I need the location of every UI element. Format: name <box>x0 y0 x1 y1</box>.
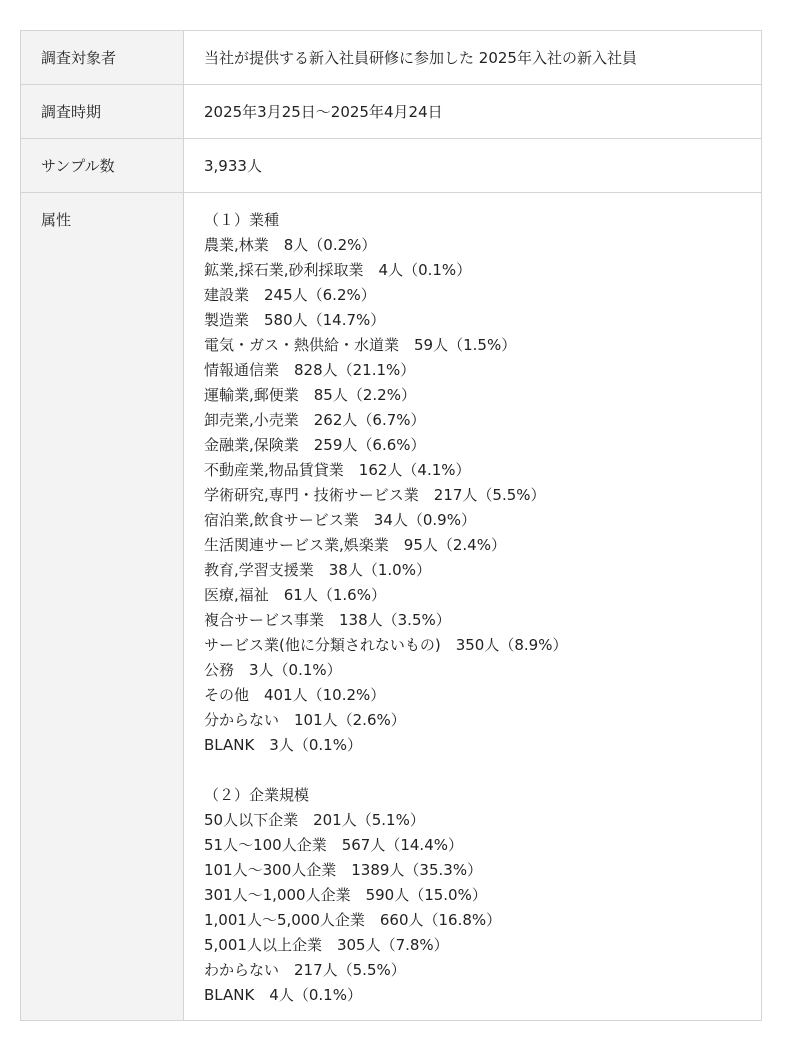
survey-overview-table <box>20 30 762 1021</box>
attributes-value <box>184 193 762 1021</box>
industry-item: 不動産業,物品賃貸業 162人（4.1%） <box>204 461 471 479</box>
company-size-item: 5,001人以上企業 305人（7.8%） <box>204 936 449 954</box>
company-size-item: 50人以下企業 201人（5.1%） <box>204 811 425 829</box>
attributes-row <box>21 193 762 1021</box>
survey-target-row <box>21 31 762 85</box>
company-size-heading: （２）企業規模 <box>204 786 310 804</box>
industry-item: 金融業,保険業 259人（6.6%） <box>204 436 426 454</box>
industry-item: 運輸業,郵便業 85人（2.2%） <box>204 386 416 404</box>
company-size-item: わからない 217人（5.5%） <box>204 961 406 979</box>
industry-item: 建設業 245人（6.2%） <box>204 286 376 304</box>
company-size-item: 301人〜1,000人企業 590人（15.0%） <box>204 886 487 904</box>
survey-period-value: 2025年3月25日〜2025年4月24日 <box>184 85 762 139</box>
industry-item: 学術研究,専門・技術サービス業 217人（5.5%） <box>204 486 546 504</box>
sample-size-value: 3,933人 <box>184 139 762 193</box>
section-spacer <box>204 758 761 783</box>
industry-item: 鉱業,採石業,砂利採取業 4人（0.1%） <box>204 261 472 279</box>
industry-heading: （１）業種 <box>204 211 280 229</box>
industry-item: 生活関連サービス業,娯楽業 95人（2.4%） <box>204 536 506 554</box>
industry-item: 宿泊業,飲食サービス業 34人（0.9%） <box>204 511 476 529</box>
industry-item: 農業,林業 8人（0.2%） <box>204 236 377 254</box>
attributes-label: 属性 <box>41 211 72 229</box>
survey-period-label: 調査時期 <box>21 85 184 139</box>
industry-item: 分からない 101人（2.6%） <box>204 711 406 729</box>
industry-item: 教育,学習支援業 38人（1.0%） <box>204 561 431 579</box>
sample-size-label: サンプル数 <box>21 139 184 193</box>
sample-size-row <box>21 139 762 193</box>
company-size-item: 101人〜300人企業 1389人（35.3%） <box>204 861 483 879</box>
industry-item: 公務 3人（0.1%） <box>204 661 342 679</box>
industry-item: その他 401人（10.2%） <box>204 686 386 704</box>
company-size-item: 51人〜100人企業 567人（14.4%） <box>204 836 463 854</box>
industry-item: サービス業(他に分類されないもの) 350人（8.9%） <box>204 636 568 654</box>
industry-item: 医療,福祉 61人（1.6%） <box>204 586 386 604</box>
survey-period-row <box>21 85 762 139</box>
industry-item: BLANK 3人（0.1%） <box>204 736 362 754</box>
industry-item: 情報通信業 828人（21.1%） <box>204 361 416 379</box>
industry-list <box>204 233 761 758</box>
industry-item: 卸売業,小売業 262人（6.7%） <box>204 411 426 429</box>
industry-item: 製造業 580人（14.7%） <box>204 311 386 329</box>
company-size-item: BLANK 4人（0.1%） <box>204 986 362 1004</box>
company-size-list <box>204 808 761 1008</box>
company-size-item: 1,001人〜5,000人企業 660人（16.8%） <box>204 911 502 929</box>
industry-item: 電気・ガス・熱供給・水道業 59人（1.5%） <box>204 336 517 354</box>
survey-target-label: 調査対象者 <box>21 31 184 85</box>
industry-item: 複合サービス事業 138人（3.5%） <box>204 611 451 629</box>
survey-target-value: 当社が提供する新入社員研修に参加した 2025年入社の新入社員 <box>184 31 762 85</box>
